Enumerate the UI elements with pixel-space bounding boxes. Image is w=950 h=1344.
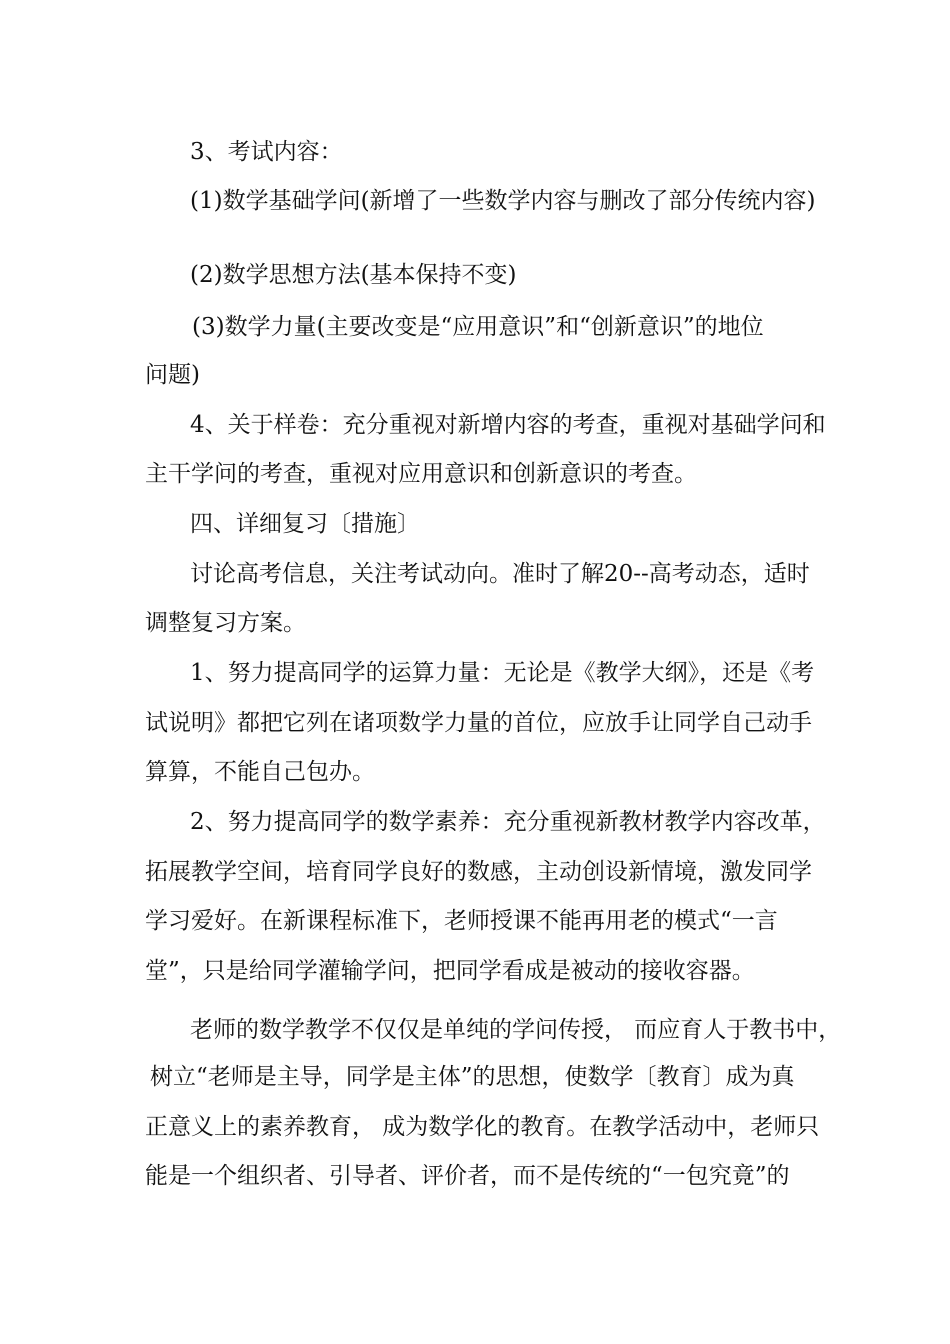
text-line: 老师的数学教学不仅仅是单纯的学问传授， 而应育人于教书中， bbox=[190, 1017, 842, 1043]
text-line: (2)数学思想方法(基本保持不变) bbox=[190, 262, 517, 288]
text-line: 2、努力提高同学的数学素养：充分重视新教材教学内容改革， bbox=[190, 809, 826, 835]
text-line: (1)数学基础学问(新增了一些数学内容与删改了部分传统内容) bbox=[190, 188, 816, 214]
text-line: 主干学问的考查，重视对应用意识和创新意识的考查。 bbox=[145, 461, 697, 487]
text-line: 学习爱好。在新课程标准下，老师授课不能再用老的模式“一言 bbox=[145, 908, 778, 934]
text-line: 四、详细复习〔措施〕 bbox=[190, 511, 420, 537]
text-line: 算算，不能自己包办。 bbox=[145, 759, 375, 785]
text-line: 调整复习方案。 bbox=[145, 610, 306, 636]
text-line: 树立“老师是主导，同学是主体”的思想，使数学〔教育〕成为真 bbox=[150, 1064, 795, 1090]
text-line: 讨论高考信息，关注考试动向。准时了解20--高考动态，适时 bbox=[190, 561, 810, 587]
text-line: 1、努力提高同学的运算力量：无论是《教学大纲》，还是《考 bbox=[190, 660, 815, 686]
text-line: 正意义上的素养教育， 成为数学化的教育。在教学活动中，老师只 bbox=[145, 1114, 820, 1140]
text-line: 试说明》都把它列在诸项数学力量的首位，应放手让同学自己动手 bbox=[145, 710, 812, 736]
text-line: (3)数学力量(主要改变是“应用意识”和“创新意识”的地位 bbox=[192, 314, 764, 340]
text-line: 问题) bbox=[145, 362, 200, 388]
text-line: 能是一个组织者、引导者、评价者，而不是传统的“一包究竟”的 bbox=[145, 1163, 790, 1189]
text-line: 4、关于样卷：充分重视对新增内容的考查，重视对基础学问和 bbox=[190, 412, 826, 438]
text-line: 拓展教学空间，培育同学良好的数感，主动创设新情境，激发同学 bbox=[145, 859, 812, 885]
text-line: 堂”，只是给同学灌输学问，把同学看成是被动的接收容器。 bbox=[145, 958, 755, 984]
text-line: 3、考试内容： bbox=[190, 139, 343, 165]
